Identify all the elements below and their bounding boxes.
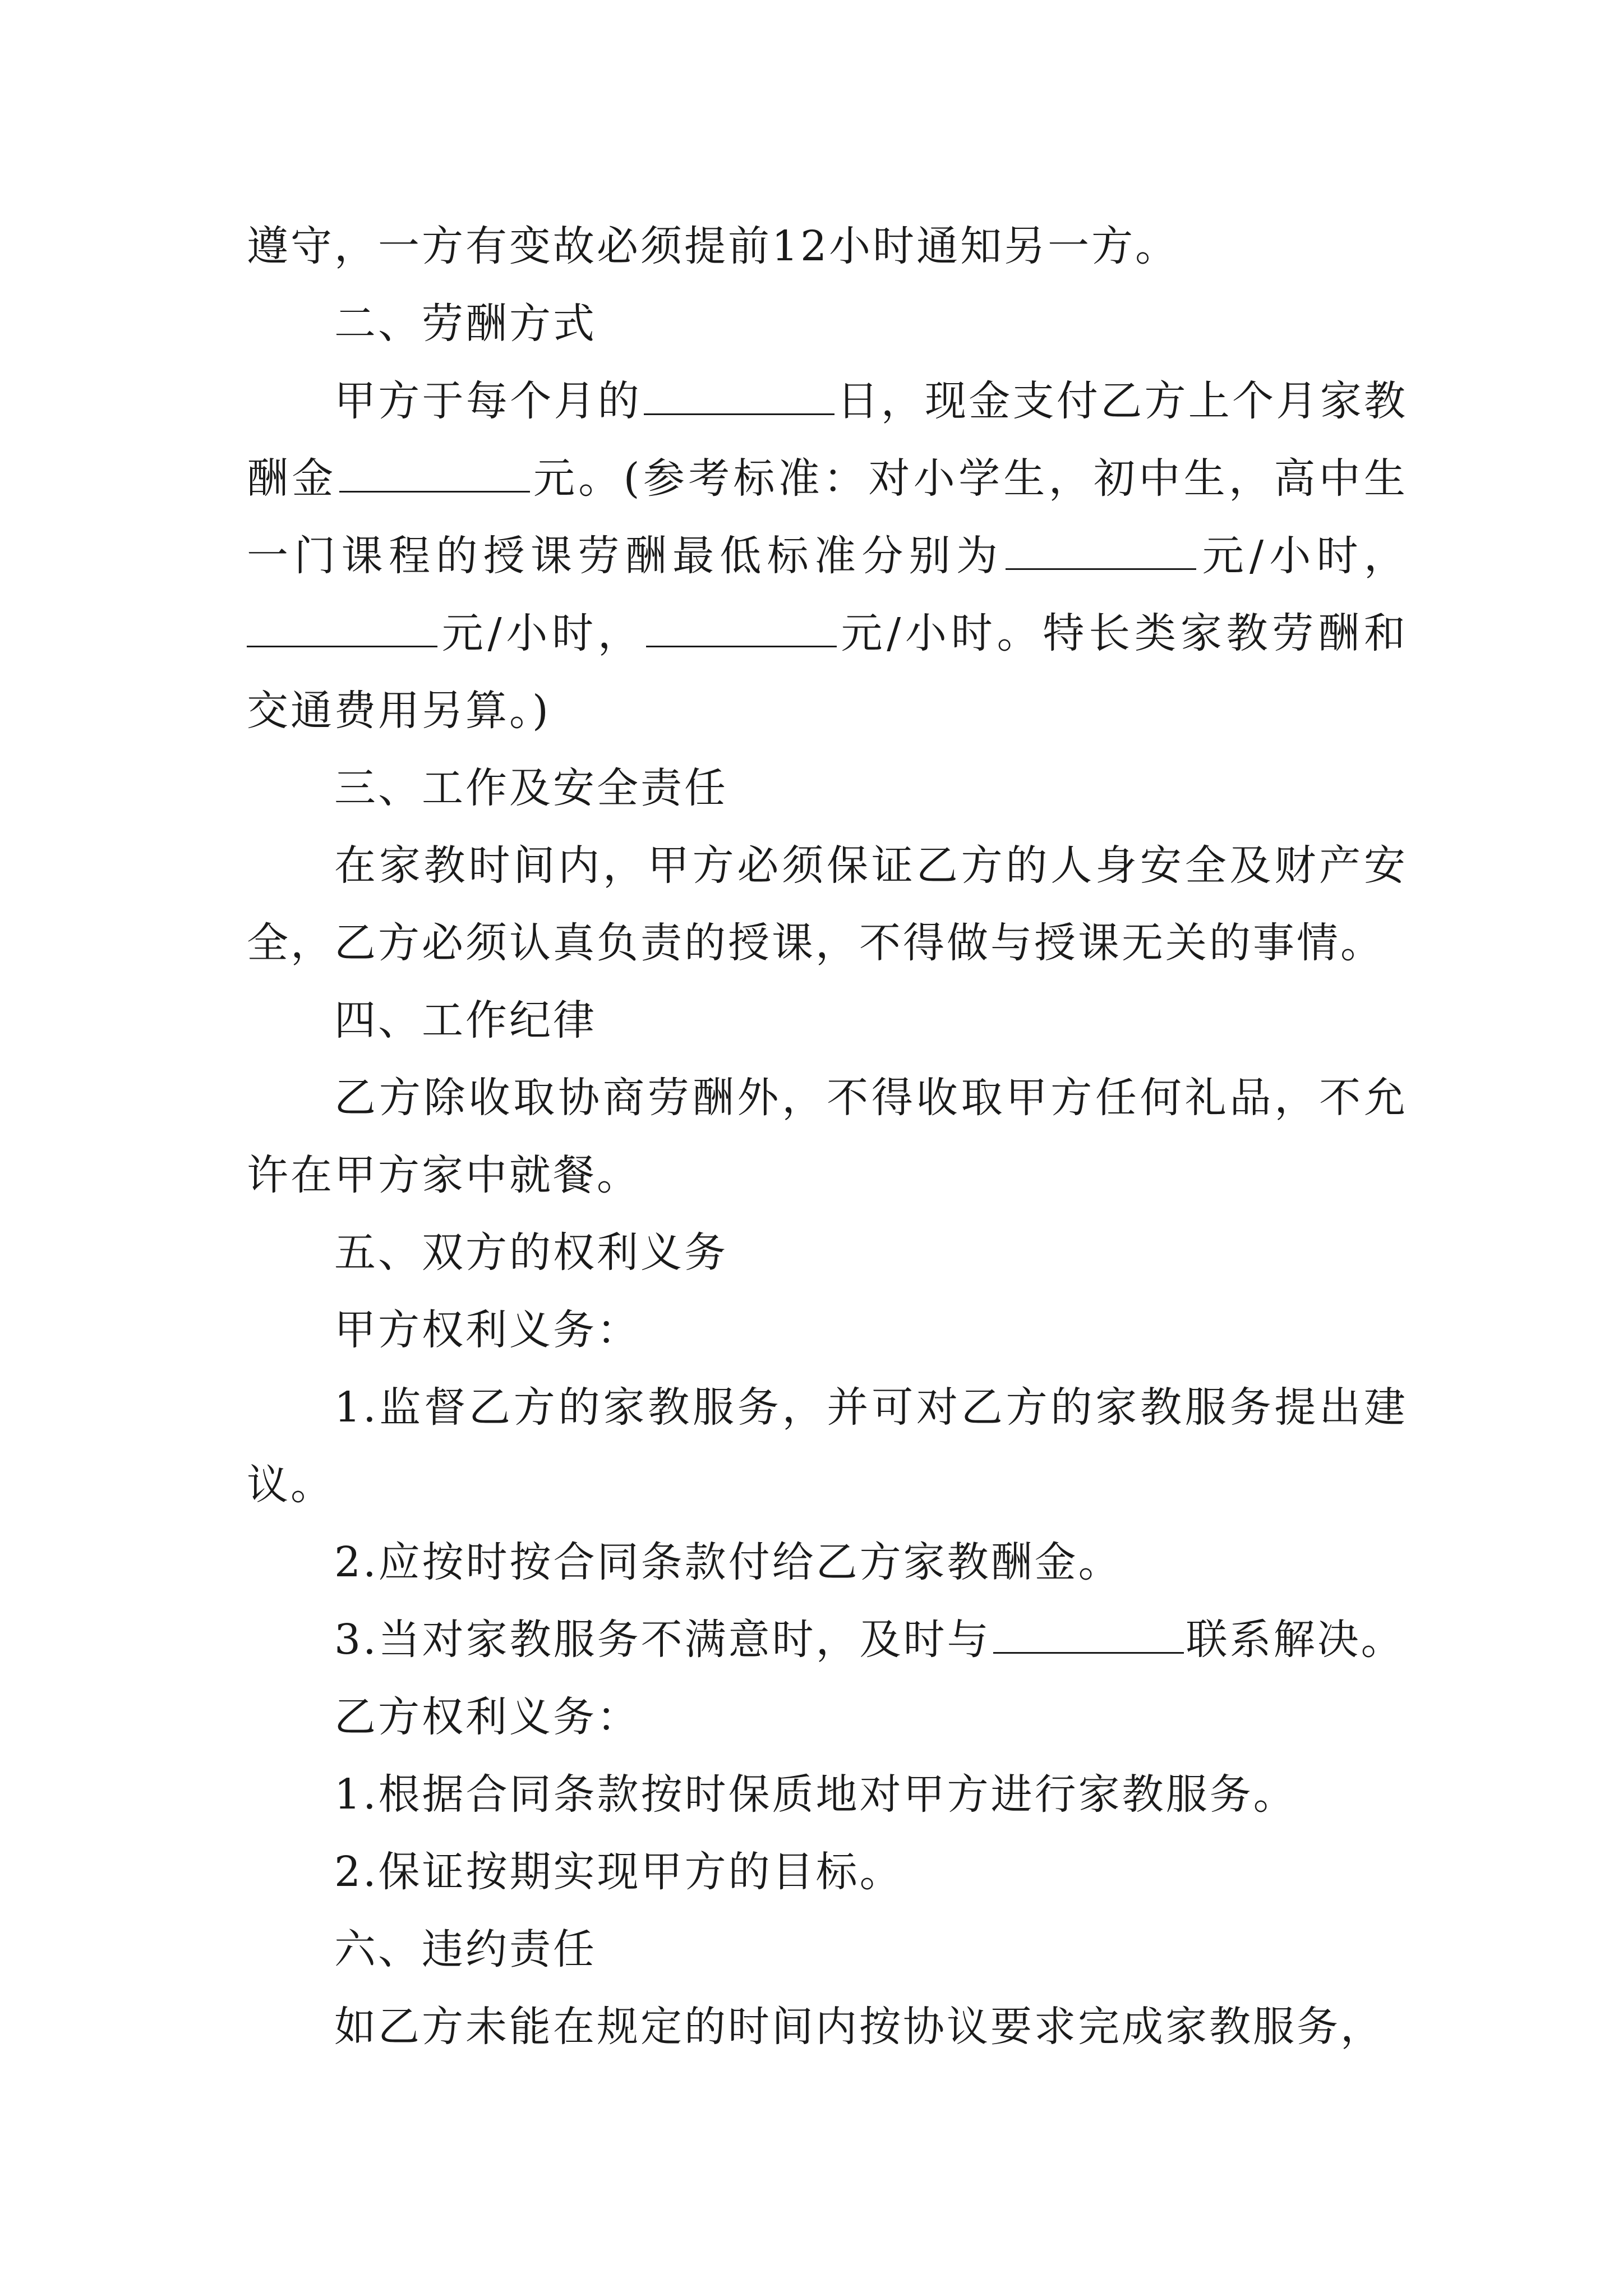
remuneration-text-c: 元。(参考标准：对小学生，初中生，高中生一门课程的授课劳酬最低标准分别为	[247, 454, 1408, 580]
paragraph-liability: 如乙方未能在规定的时间内按协议要求完成家教服务，	[334, 2003, 1384, 2051]
section-heading-discipline: 四、工作纪律	[334, 996, 597, 1045]
party-b-rights-heading: 乙方权利义务：	[334, 1693, 640, 1741]
contract-body	[247, 208, 1408, 2065]
remuneration-text-b: 日，现金支付乙方上个月家教酬金	[247, 377, 1408, 503]
fee-amount-blank	[339, 454, 530, 493]
paragraph-notice: 遵守，一方有变故必须提前12小时通知另一方。	[247, 222, 1179, 270]
paragraph-safety: 在家教时间内，甲方必须保证乙方的人身安全及财产安全，乙方必须认真负责的授课，不得做与授课无关的事情。	[247, 841, 1408, 967]
party-b-item-2: 2.保证按期实现甲方的目标。	[334, 1848, 903, 1896]
item-3-text-a: 3.当对家教服务不满意时，及时与	[334, 1616, 991, 1664]
item-3-text-b: 联系解决。	[1186, 1616, 1405, 1664]
remuneration-text-e: 元/小时，	[440, 609, 644, 657]
remuneration-text-f: 元/小时。特长类家教劳酬和交通费用另算。)	[247, 609, 1408, 735]
section-heading-remuneration: 二、劳酬方式	[334, 300, 597, 348]
middle-rate-blank	[247, 609, 437, 647]
section-heading-liability: 六、违约责任	[334, 1925, 597, 1973]
payment-day-blank	[644, 376, 834, 415]
remuneration-text-d: 元/小时，	[1198, 532, 1408, 580]
party-a-item-1: 1.监督乙方的家教服务，并可对乙方的家教服务提出建议。	[247, 1383, 1408, 1509]
party-a-rights-heading: 甲方权利义务：	[334, 1306, 640, 1354]
remuneration-text-a: 甲方于每个月的	[334, 377, 642, 425]
primary-rate-blank	[1006, 531, 1196, 570]
party-b-item-1: 1.根据合同条款按时保质地对甲方进行家教服务。	[334, 1770, 1297, 1819]
party-a-item-2: 2.应按时按合同条款付给乙方家教酬金。	[334, 1538, 1122, 1586]
paragraph-discipline: 乙方除收取协商劳酬外，不得收取甲方任何礼品，不允许在甲方家中就餐。	[247, 1074, 1408, 1199]
party-a-item-3	[247, 1601, 1408, 1678]
contact-blank	[993, 1615, 1184, 1654]
high-rate-blank	[646, 609, 837, 647]
section-heading-safety: 三、工作及安全责任	[334, 764, 728, 812]
section-heading-rights: 五、双方的权利义务	[334, 1228, 728, 1277]
paragraph-remuneration	[247, 362, 1408, 749]
